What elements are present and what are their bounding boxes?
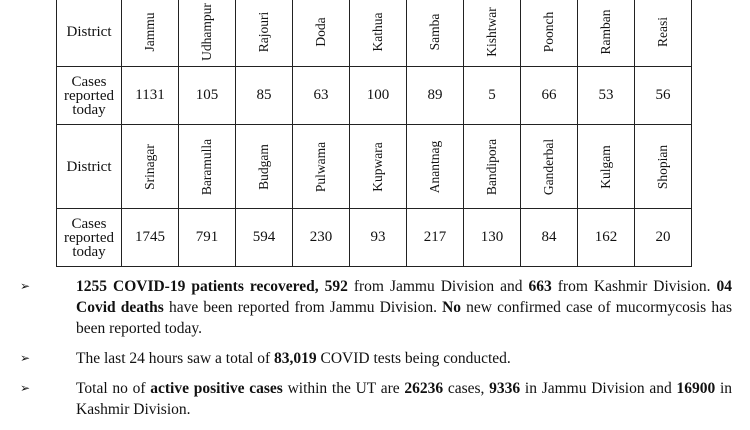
bullet-tests: ➢ The last 24 hours saw a total of 83,019 COVID tests being conducted. bbox=[20, 350, 511, 367]
jammu-district-row bbox=[57, 0, 692, 67]
case-count: 66 bbox=[521, 67, 578, 125]
district-name: Shopian bbox=[655, 144, 670, 189]
cases-header: Cases reported today bbox=[57, 209, 122, 267]
district-name: Rajouri bbox=[256, 11, 271, 52]
arrow-bullet-icon: ➢ bbox=[20, 351, 31, 365]
district-name: Pulwama bbox=[313, 141, 328, 192]
case-count: 53 bbox=[578, 67, 635, 125]
district-name: Kupwara bbox=[370, 141, 385, 192]
district-cell bbox=[179, 125, 236, 209]
district-header: District bbox=[57, 125, 122, 209]
district-cell bbox=[407, 125, 464, 209]
district-name: Reasi bbox=[655, 16, 670, 47]
district-header: District bbox=[57, 0, 122, 67]
district-name: Poonch bbox=[541, 11, 556, 52]
district-cell bbox=[635, 125, 692, 209]
district-name: Jammu bbox=[142, 12, 157, 51]
district-name: Kulgam bbox=[598, 144, 613, 189]
case-count: 230 bbox=[293, 209, 350, 267]
district-name: Anantnag bbox=[427, 140, 442, 193]
district-name: Kathua bbox=[370, 12, 385, 51]
district-cell bbox=[521, 125, 578, 209]
case-count: 162 bbox=[578, 209, 635, 267]
arrow-bullet-icon: ➢ bbox=[20, 279, 31, 293]
case-count: 85 bbox=[236, 67, 293, 125]
district-cell bbox=[350, 125, 407, 209]
district-name: Budgam bbox=[256, 143, 271, 190]
arrow-bullet-icon: ➢ bbox=[20, 381, 31, 395]
district-cell bbox=[236, 125, 293, 209]
case-count: 791 bbox=[179, 209, 236, 267]
district-cell bbox=[578, 125, 635, 209]
district-cell bbox=[122, 125, 179, 209]
jammu-cases-row bbox=[57, 67, 692, 125]
district-cell bbox=[122, 0, 179, 67]
district-cell bbox=[236, 0, 293, 67]
case-count: 105 bbox=[179, 67, 236, 125]
district-cell bbox=[521, 0, 578, 67]
district-cell bbox=[407, 0, 464, 67]
district-name: Ganderbal bbox=[541, 138, 556, 195]
district-cases-table bbox=[56, 0, 692, 267]
case-count: 1745 bbox=[122, 209, 179, 267]
district-cell bbox=[350, 0, 407, 67]
district-cell bbox=[635, 0, 692, 67]
case-count: 1131 bbox=[122, 67, 179, 125]
district-cell bbox=[464, 125, 521, 209]
case-count: 130 bbox=[464, 209, 521, 267]
case-count: 63 bbox=[293, 67, 350, 125]
summary-bullets bbox=[20, 276, 732, 429]
case-count: 5 bbox=[464, 67, 521, 125]
cases-header: Cases reported today bbox=[57, 67, 122, 125]
district-name: Doda bbox=[313, 16, 328, 47]
district-name: Kishtwar bbox=[484, 6, 499, 57]
district-name: Bandipora bbox=[484, 138, 499, 195]
district-cell bbox=[293, 125, 350, 209]
district-name: Samba bbox=[427, 13, 442, 50]
case-count: 93 bbox=[350, 209, 407, 267]
district-name: Ramban bbox=[598, 9, 613, 54]
case-count: 20 bbox=[635, 209, 692, 267]
district-cell bbox=[578, 0, 635, 67]
case-count: 84 bbox=[521, 209, 578, 267]
district-cell bbox=[293, 0, 350, 67]
district-cell bbox=[464, 0, 521, 67]
kashmir-cases-row bbox=[57, 209, 692, 267]
district-name: Baramulla bbox=[199, 138, 214, 195]
district-name: Srinagar bbox=[142, 143, 157, 190]
case-count: 594 bbox=[236, 209, 293, 267]
case-count: 217 bbox=[407, 209, 464, 267]
case-count: 89 bbox=[407, 67, 464, 125]
bullet-active-cases: ➢ Total no of active positive cases within the UT are 26236 cases, 9336 in Jammu Division and 16900 in Kashmir Division. bbox=[20, 380, 733, 418]
kashmir-district-row bbox=[57, 125, 692, 209]
district-name: Udhampur bbox=[199, 2, 214, 61]
district-cell bbox=[179, 0, 236, 67]
case-count: 56 bbox=[635, 67, 692, 125]
bullet-recoveries: ➢ 1255 COVID-19 patients recovered, 592 from Jammu Division and 663 from Kashmir Division. 04 Covid deaths have been reported from Jammu Division. No new confirmed case of mucormycosis has been reported today. bbox=[20, 278, 733, 337]
case-count: 100 bbox=[350, 67, 407, 125]
